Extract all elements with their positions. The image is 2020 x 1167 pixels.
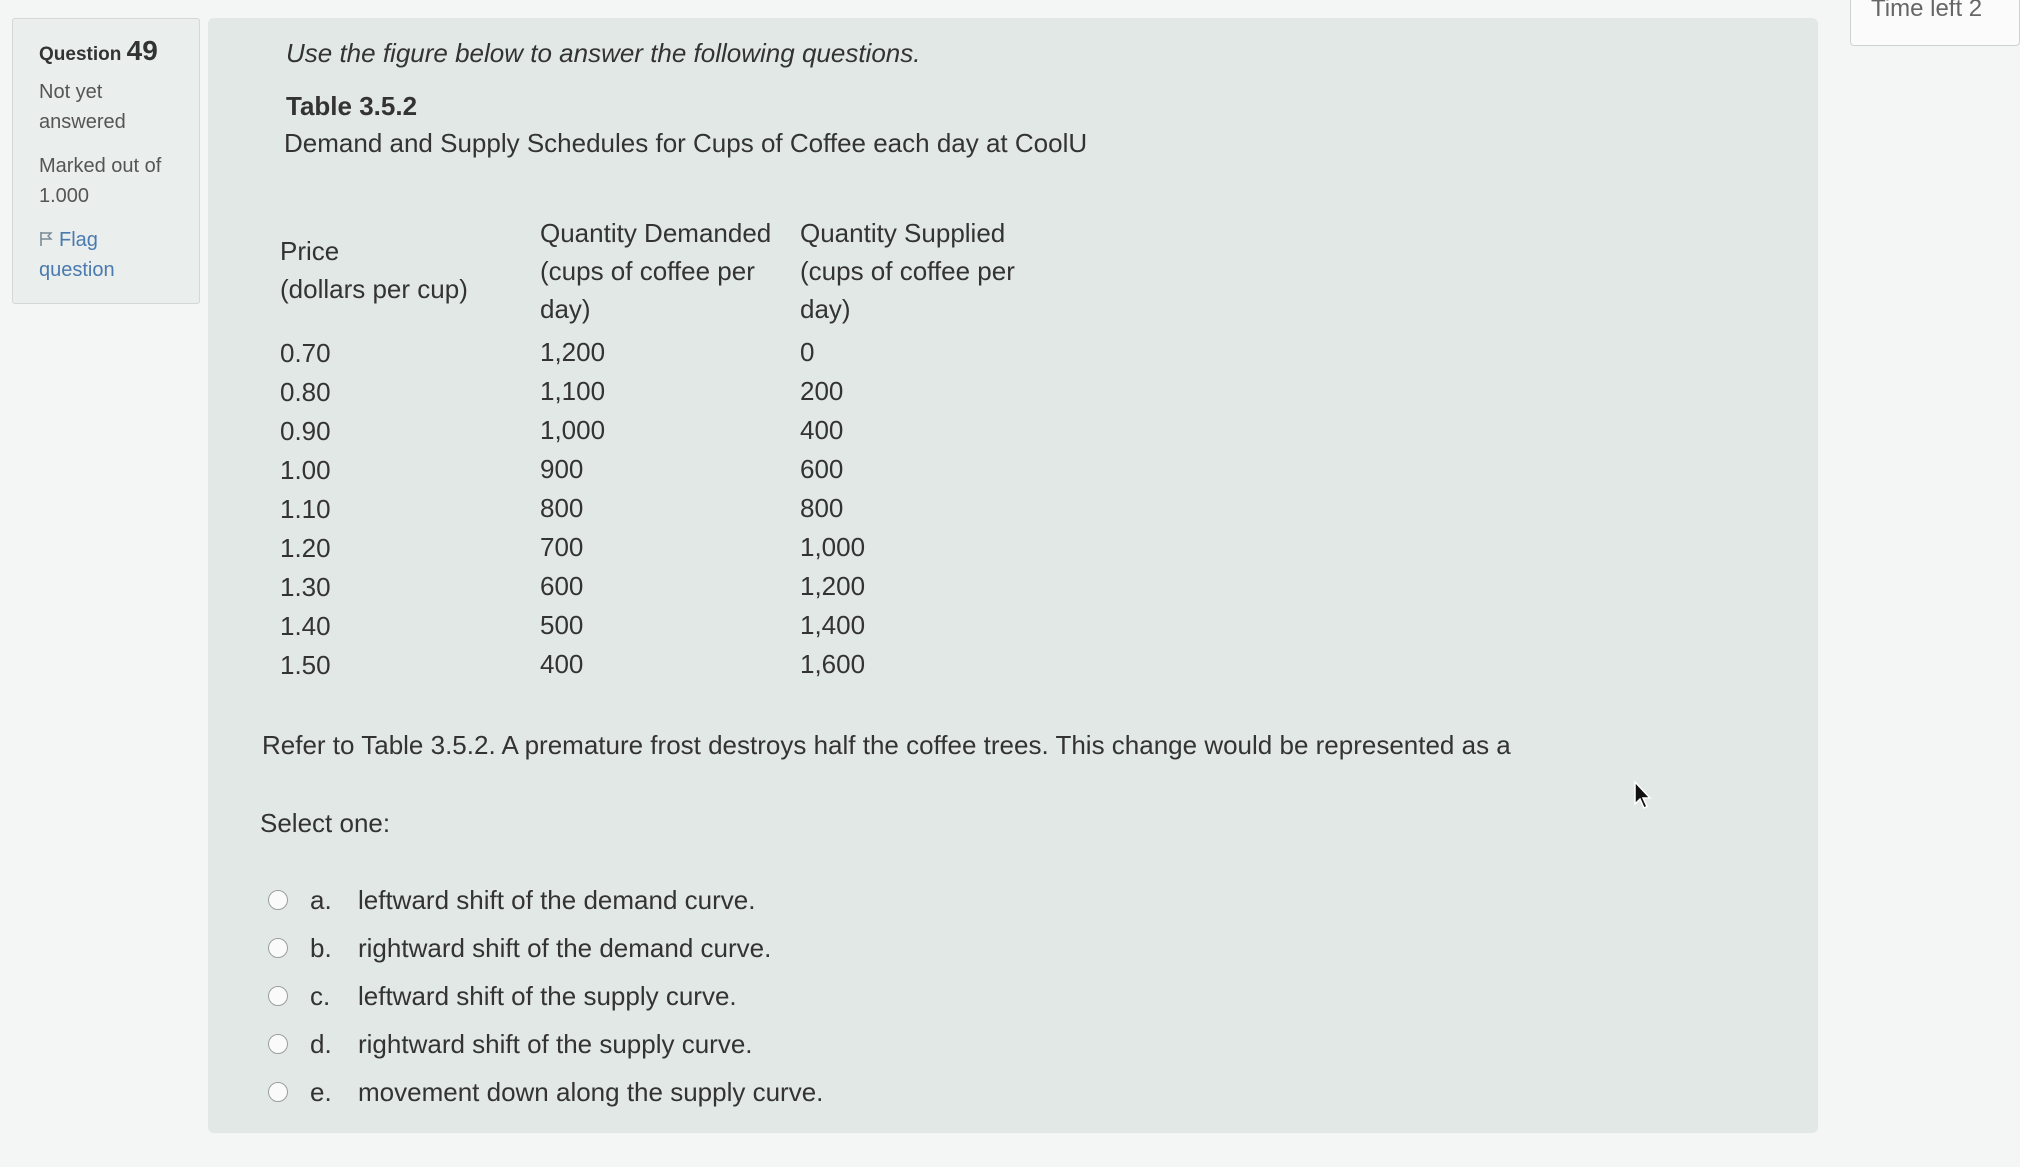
answer-option-d[interactable] [268, 1020, 823, 1068]
table-cell: 1,200 [800, 571, 866, 601]
table-cell: 1.40 [280, 611, 331, 641]
mouse-pointer-icon [1633, 781, 1655, 811]
answer-options [268, 876, 823, 1116]
table-cell: 1.00 [280, 455, 331, 485]
intro-text: Use the figure below to answer the following questions. [286, 38, 921, 68]
table-cell: 1,400 [800, 610, 866, 640]
flag-icon [39, 231, 53, 247]
table-cell: 1,200 [540, 337, 606, 367]
table-cell: 500 [540, 610, 584, 640]
question-content [208, 0, 1983, 1133]
radio-button[interactable] [268, 938, 288, 958]
option-text[interactable]: rightward shift of the supply curve. [358, 1028, 753, 1059]
table-cell: 200 [800, 376, 844, 406]
option-text[interactable]: leftward shift of the supply curve. [358, 980, 737, 1011]
table-cell: 1.20 [280, 533, 331, 563]
table-cell: 400 [540, 649, 584, 679]
table-cell: 1,600 [800, 649, 866, 679]
qs-header-line: Quantity Supplied [800, 218, 1006, 248]
table-subtitle: Demand and Supply Schedules for Cups of Coffee each day at CoolU [284, 128, 1088, 158]
table-cell: 1.30 [280, 572, 331, 602]
flag-question-link[interactable]: Flag question [39, 229, 115, 281]
option-text[interactable]: movement down along the supply curve. [358, 1076, 824, 1107]
table-title: Table 3.5.2 [286, 91, 418, 121]
answer-option-a[interactable] [268, 876, 823, 924]
table-cell: 1.50 [280, 650, 331, 680]
option-letter: d. [310, 1028, 332, 1059]
question-marks: Marked out of 1.000 [39, 155, 162, 207]
table-cell: 0.90 [280, 416, 331, 446]
answer-option-b[interactable] [268, 924, 823, 972]
table-cell: 1,000 [540, 415, 606, 445]
option-letter: e. [310, 1076, 332, 1107]
table-cell: 1,000 [800, 532, 866, 562]
option-letter: b. [310, 932, 332, 963]
radio-button[interactable] [268, 986, 288, 1006]
price-header-line: (dollars per cup) [280, 274, 468, 304]
table-cell: 0.80 [280, 377, 331, 407]
table-cell: 1.10 [280, 494, 331, 524]
price-column [280, 232, 468, 685]
radio-button[interactable] [268, 1034, 288, 1054]
table-cell: 400 [800, 415, 844, 445]
option-letter: a. [310, 884, 332, 915]
select-one-label: Select one: [260, 808, 391, 838]
table-cell: 600 [800, 454, 844, 484]
option-text[interactable]: rightward shift of the demand curve. [358, 932, 772, 963]
qs-header-line: (cups of coffee per [800, 256, 1015, 286]
price-cells [280, 334, 468, 685]
qs-header-line: day) [800, 294, 851, 324]
time-left-indicator: Time left 2 [1850, 0, 2020, 46]
radio-button[interactable] [268, 1082, 288, 1102]
table-cell: 800 [800, 493, 844, 523]
qs-cells [800, 333, 1015, 684]
question-info-panel [12, 18, 200, 304]
quantity-demanded-column [540, 214, 771, 684]
qd-header-line: day) [540, 294, 591, 324]
question-state: Not yet answered [39, 81, 126, 133]
table-cell: 0.70 [280, 338, 331, 368]
table-cell: 600 [540, 571, 584, 601]
qd-cells [540, 333, 771, 684]
qd-header-line: Quantity Demanded [540, 218, 772, 248]
table-cell: 700 [540, 532, 584, 562]
radio-button[interactable] [268, 890, 288, 910]
table-cell: 900 [540, 454, 584, 484]
table-cell: 1,100 [540, 376, 606, 406]
option-letter: c. [310, 980, 331, 1011]
question-text: Refer to Table 3.5.2. A premature frost destroys half the coffee trees. This change would be represented as a [262, 730, 1511, 760]
qd-header-line: (cups of coffee per [540, 256, 755, 286]
table-cell: 800 [540, 493, 584, 523]
answer-option-e[interactable] [268, 1068, 823, 1116]
table-cell: 0 [800, 337, 815, 367]
option-text[interactable]: leftward shift of the demand curve. [358, 884, 756, 915]
quantity-supplied-column [800, 214, 1015, 684]
price-header-line: Price [280, 236, 340, 266]
question-number: Question 49 [39, 35, 158, 66]
answer-option-c[interactable] [268, 972, 823, 1020]
